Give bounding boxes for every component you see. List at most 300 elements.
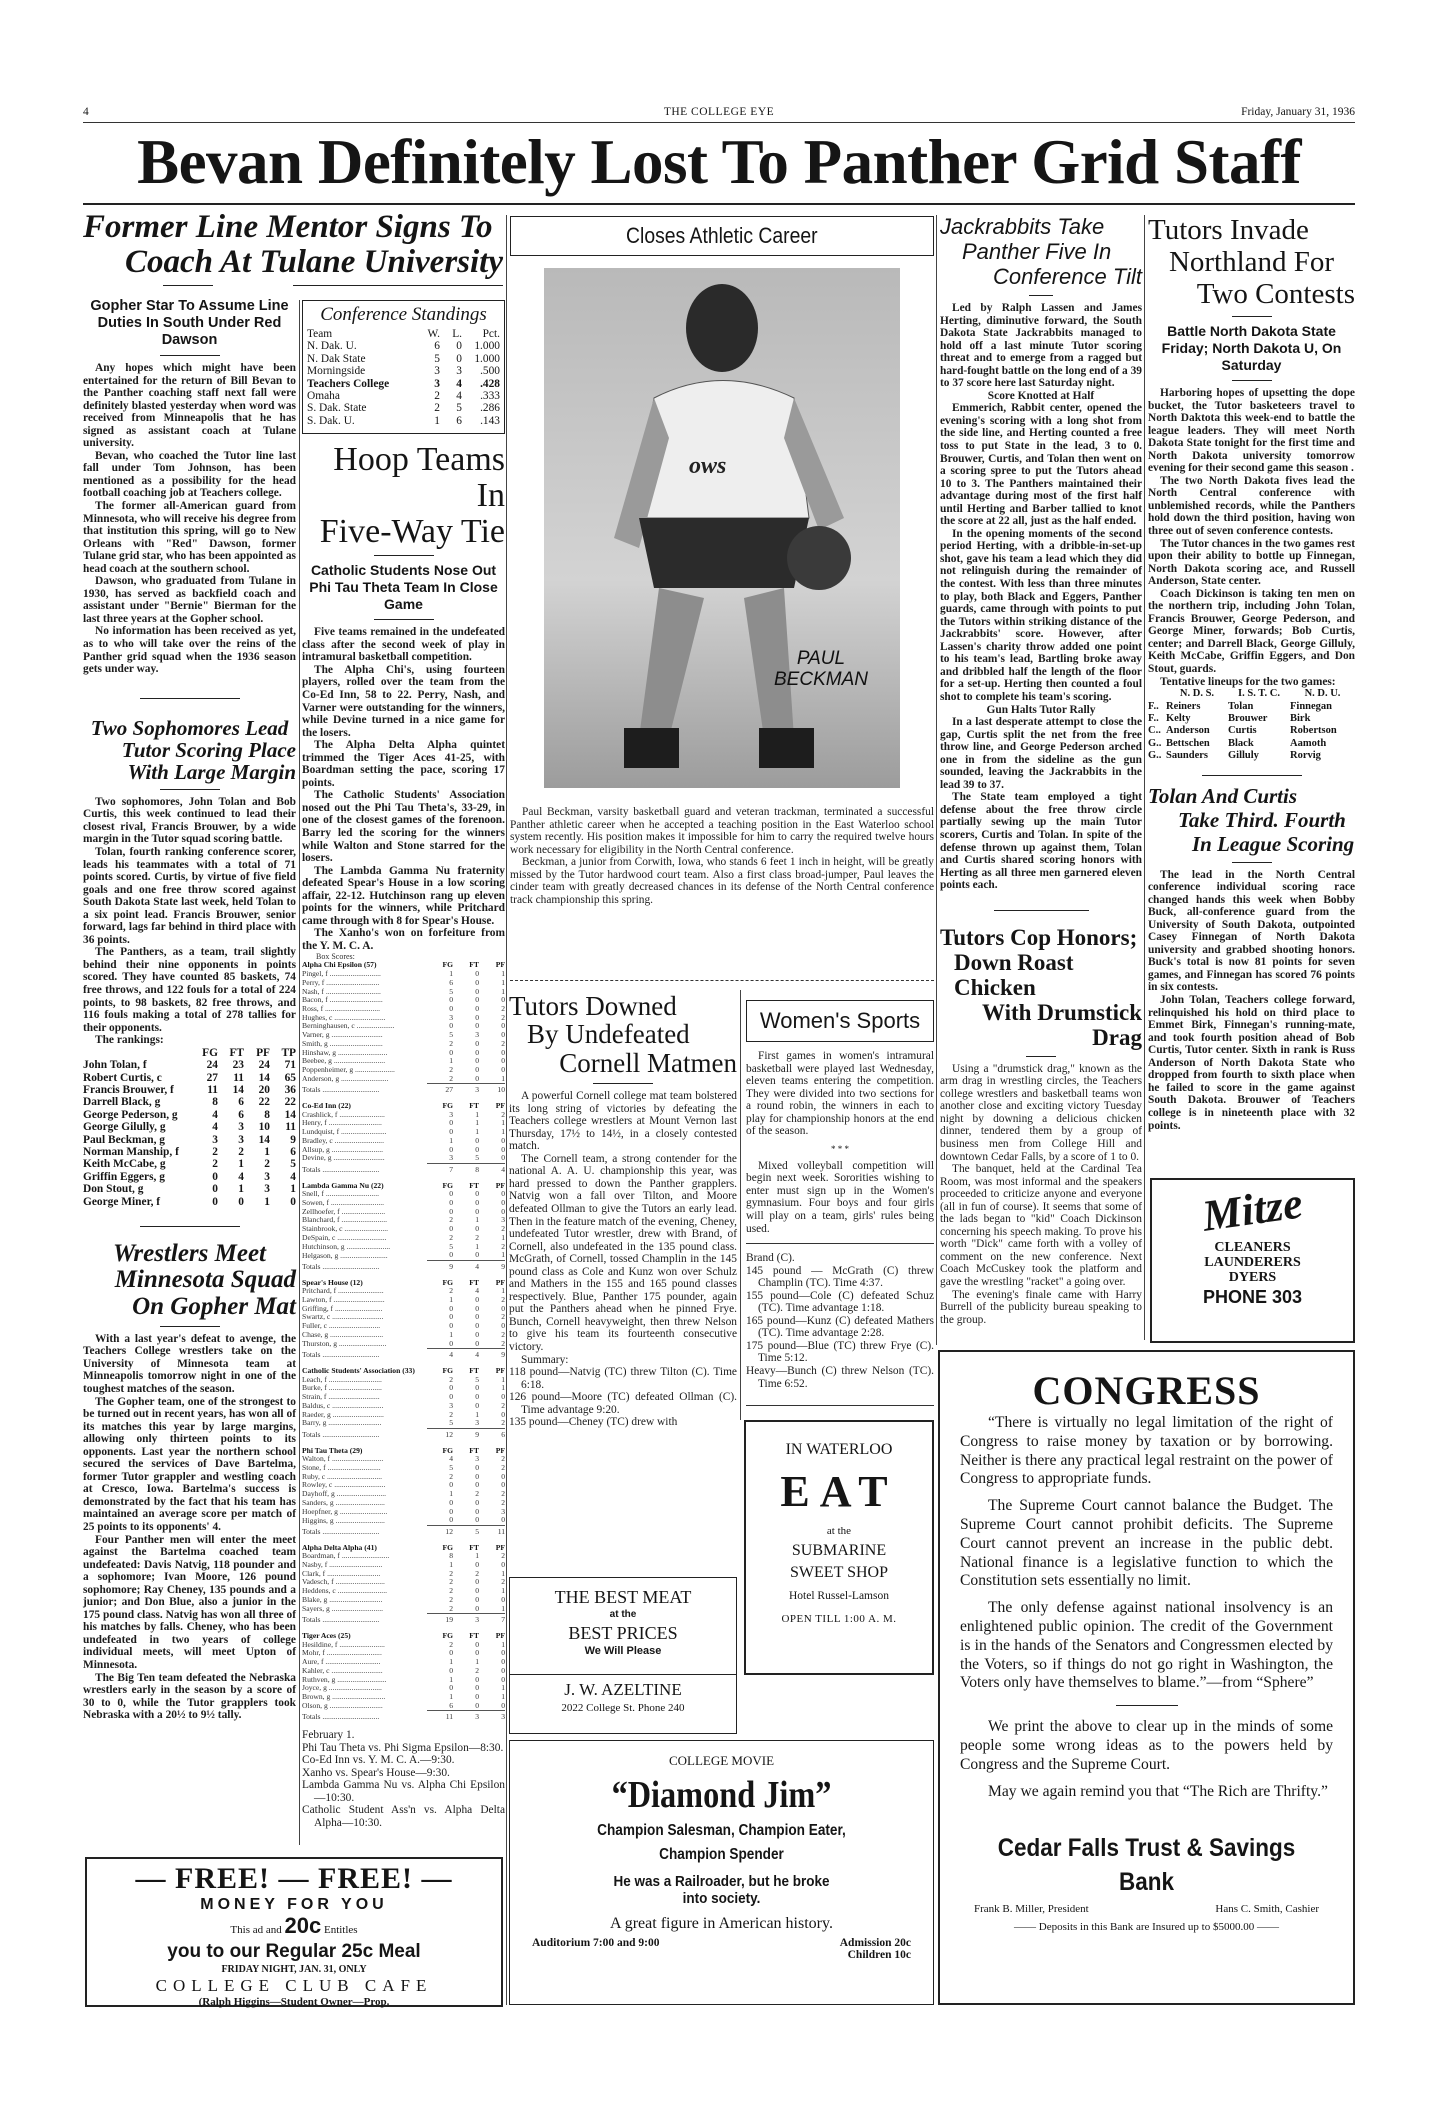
paragraph: The Lambda Gamma Nu fraternity defeated Spear's House in a low scoring affair, 22-12. Hutchinson rang up eleven points for the winners, while Pritchard came through with 8 for Spear's House. [302,864,505,927]
box-score-table [302,1182,505,1275]
ad-line: CLEANERS [1214,1240,1291,1255]
table-cell: Kahler, c ........................... [302,1665,383,1675]
table-cell: 0 [475,1064,479,1074]
table-cell: Helgason, g ......................... [302,1250,388,1260]
table-cell: Crashlick, f ........................ [302,1109,385,1119]
table-cell: 9 [479,1260,505,1274]
schedule-item: Catholic Student Ass'n vs. Alpha Delta Alpha—10:30. [302,1804,505,1829]
table-cell: 3 [238,1133,244,1146]
table-cell: 2 [434,389,440,402]
paragraph: The Alpha Delta Alpha quintet trimmed the Tiger Aces 41-25, with Boardman setting the pace, scoring 17 points. [302,739,505,789]
paper-name: THE COLLEGE EYE [663,106,775,118]
table-cell: 0 [449,1506,453,1516]
table-cell: 6 [238,1108,244,1121]
lineup-row [1148,750,1355,762]
table-cell: 11 [427,1711,453,1725]
table-cell: 0 [475,1586,479,1596]
table-cell: 0 [475,1038,479,1048]
schedule-item: Lambda Gamma Nu vs. Alpha Chi Epsilon—10:30. [302,1779,505,1804]
paragraph: The evening's finale came with Harry Burrell of the publicity bureau speaking to the group. [940,1288,1142,1326]
box-score-table [302,1544,505,1628]
table-cell: Devine, g ........................... [302,1153,385,1163]
table-cell: 2 [501,1551,505,1561]
table-cell: .428 [480,377,500,390]
box-score-table [302,961,505,1098]
table-cell: 0 [501,1303,505,1313]
table-cell: 6 [434,340,440,353]
headline-line: Tutors Cop Honors; [940,924,1138,950]
table-cell: Bradley, c .......................... [302,1135,384,1145]
table-cell: FT [469,960,479,970]
table-cell: 11 [285,1121,296,1134]
table-cell: Alpha Delta Alpha (41) [302,1542,377,1552]
table-cell: N. D. S. [1179,688,1215,700]
table-cell: 0 [449,1515,453,1525]
table-cell: Swartz, c ........................... [302,1312,384,1322]
paragraph: A powerful Cornell college mat team bolstered its long string of victories by defeating the Teachers college wrestlers at Mount Vernon last Thursday, 17½ to 14½, in a closely contested match. [509,1090,737,1153]
table-cell: 1 [290,1183,296,1196]
table-cell: 19 [427,1614,453,1628]
paragraph: The Alpha Chi's, using fourteen players, rolled over the team from the Co-Ed Inn, 58 to 22. Perry, Nash, and Varner were outstanding for the winners, while Devine turned in a nice game for the losers. [302,663,505,739]
photo-title: Closes Athletic Career [626,223,818,248]
table-cell: 0 [475,1338,479,1348]
table-cell: Anderson [1166,725,1210,737]
table-cell: Nasby, f ............................ [302,1560,383,1570]
table-cell: FG [442,1542,453,1552]
table-cell: 24 [206,1059,218,1072]
table-cell: Paul Beckman, g [83,1133,165,1146]
congress-note [960,1718,1333,1801]
table-cell: 2 [449,1594,453,1604]
photo-title-box [510,216,934,256]
table-cell: Vadesch, f .......................... [302,1577,385,1587]
table-cell: PF [495,1101,505,1111]
table-cell: Rowley, c ........................... [302,1480,386,1490]
table-cell: 0 [475,1560,479,1570]
table-cell: 2 [501,1224,505,1234]
meat-ad-address [509,1674,737,1734]
table-cell: Reiners [1166,700,1201,712]
table-cell: 14 [258,1133,270,1146]
match-summary [509,1366,737,1429]
ad-line: FRIDAY NIGHT, JAN. 31, ONLY [221,1964,367,1975]
table-cell: 0 [475,1321,479,1331]
conference-standings-box [302,300,505,434]
table-cell: 4 [290,1170,296,1183]
table-cell: 3 [501,1215,505,1225]
box-score-table [302,1447,505,1540]
table-cell: 1 [501,1374,505,1384]
table-cell: Morningside [307,365,366,378]
paragraph: Tentative lineups for the two games: [1160,675,1336,688]
headline-line: Hoop Teams In [333,441,505,514]
table-cell: 2 [238,1146,244,1158]
paragraph: 175 pound—Blue (TC) threw Frye (C). Time 5:12. [746,1339,934,1365]
paragraph: Dawson, who graduated from Tulane in 1930, has served as backfield coach and assistant under "Bernie" Bierman for the last three years at the Gopher school. [83,575,296,625]
headline-line: Tutors Invade [1148,214,1309,246]
standings-row [307,353,500,365]
table-cell: 0 [475,1295,479,1305]
paragraph: With a last year's defeat to avenge, the Teachers College wrestlers take on the University of Minnesota team at Minneapolis tomorrow night in one of the toughest matches of the season. [83,1332,296,1395]
table-cell: Anderson, g ......................... [302,1073,389,1083]
article-body [1148,869,1355,1132]
table-cell: FT [469,1630,479,1640]
article-body [509,1090,737,1366]
table-cell: 0 [501,995,505,1005]
table-cell: 2 [449,1409,453,1419]
table-cell: Walton, f ........................... [302,1454,384,1464]
table-cell: Stone, f ............................ [302,1463,381,1473]
paragraph: John Tolan, Teachers college forward, relinquished his hold on third place to Emmet Birk, Finnegan's running-mate, and took fourth position ahead of Bob Curtis, Tutor center. Sixth in rank is Russ Anderson of North Dakota State who dropped from fourth to sixth place when he failed to score in the game against South Dakota. Brouwer of Teachers college is in nineteenth place with 32 points. [1148,994,1355,1132]
beckman-photo [544,268,900,788]
box-score-player [302,1605,505,1614]
chicken-headline [940,925,1142,1050]
table-cell: 4 [475,1286,479,1296]
paragraph: Using a "drumstick drag," known as the arm drag in wrestling circles, the Teachers college wrestlers and basketball teams won another close and exciting victory Tuesday night by downing a delicious chicken dinner, tendered them by a group of business men from College Hill and downtown Cedar Falls, by a score of 1 to 0. [940,1062,1142,1163]
table-cell: 1.000 [474,352,500,365]
table-cell: 0 [501,1153,505,1163]
table-cell: George Miner, f [83,1195,161,1208]
paragraph: “There is virtually no legal limitation of the right of Congress to raise money by taxation or by borrowing. Neither is there any practical legal restraint on the power of Congress to appropriate funds. [960,1414,1333,1488]
table-cell: 0 [501,1206,505,1216]
table-cell: 2 [501,1038,505,1048]
ad-line: Champion Salesman, Champion Eater, [597,1822,846,1839]
table-cell: I. S. T. C. [1238,688,1280,700]
headline-line: Cornell Matmen [559,1047,737,1078]
table-cell: Hesildine, f ........................ [302,1639,385,1649]
table-cell: 1 [238,1158,244,1171]
jackrabbits-story [940,214,1142,1326]
table-cell: 1 [449,1691,453,1701]
table-cell: 5 [456,402,462,415]
table-cell: .500 [480,365,500,378]
table-cell: 2 [212,1158,218,1171]
standings-row [307,390,500,402]
table-cell: Hutchinson, g ....................... [302,1241,391,1251]
ranking-row [83,1158,296,1170]
ad-line: This ad and [230,1924,282,1936]
table-cell: 3 [449,1153,453,1163]
table-cell: 2 [449,1064,453,1074]
table-cell: Hoepfner, g ......................... [302,1506,388,1516]
table-cell: 9 [427,1260,453,1274]
article-body [83,1333,296,1722]
table-cell: 0 [501,1392,505,1402]
bevan-headline [83,210,503,286]
paragraph: The rankings: [95,1034,164,1047]
ad-line: LAUNDERERS [1204,1255,1301,1270]
table-cell: G.. [1148,750,1162,762]
movie-ad [509,1740,934,2005]
table-cell: FT [469,1101,479,1111]
standings-row [307,340,500,352]
jackrabbits-headline [940,214,1142,289]
paragraph: 135 pound—Cheney (TC) drew with [509,1416,678,1429]
table-cell: FG [442,1101,453,1111]
photo-caption [510,806,934,906]
table-cell: 0 [501,1135,505,1145]
table-cell: 1 [475,1215,479,1225]
table-cell: 0 [475,995,479,1005]
table-cell: Blanchard, f ........................ [302,1215,387,1225]
table-cell: 0 [475,1506,479,1516]
table-cell: Higgins, g .......................... [302,1515,385,1525]
table-cell: 0 [475,1012,479,1022]
table-cell: 8 [449,1551,453,1561]
separator: * * * [831,1143,849,1154]
table-cell: 5 [449,1241,453,1251]
table-cell: 0 [475,1603,479,1613]
bank-insured-note: Deposits in this Bank are Insured up to $5000.00 [1038,1921,1255,1934]
table-cell: 5 [449,986,453,996]
table-cell: Allsup, g ........................... [302,1144,384,1154]
free-meal-ad [85,1857,503,2007]
womens-sports-title: Women's Sports [746,1000,934,1042]
paragraph: Bevan, who coached the Tutor line last fall under Tom Johnson, has been mentioned as a possibility for the head football coaching job at Teachers college. [83,449,296,500]
subhead: Gopher Star To Assume Line Duties In South Under Red Dawson [90,298,289,348]
table-cell: 2 [449,1374,453,1384]
table-cell: 1 [264,1146,270,1158]
table-cell: 6 [238,1096,244,1109]
table-cell: 0 [501,1560,505,1570]
ad-line: Hotel Russel-Lamson [789,1590,889,1602]
table-cell: 2 [501,1463,505,1473]
table-cell: 1 [475,1551,479,1561]
table-cell: 3 [501,1506,505,1516]
tolan-headline [1148,784,1355,856]
womens-sports [746,1000,934,1390]
table-cell: 2 [501,1489,505,1499]
table-cell: 4 [479,1163,505,1177]
table-cell: 6 [449,977,453,987]
table-cell: 0 [449,1144,453,1154]
table-cell: 0 [449,1497,453,1507]
svg-text:ows: ows [689,453,727,479]
table-cell: Beebee, g ........................... [302,1056,386,1066]
paragraph: Harboring hopes of upsetting the dope bucket, the Tutor basketeers travel to North Daktota this week-end to battle the league leaders. They will meet North Dakota State tonight for the first time and North Dakota university tomorrow evening for their second game this season . [1148,387,1355,475]
table-cell: S. Dak. U. [307,414,355,427]
table-cell: PF [495,1542,505,1552]
article-body [746,1160,934,1235]
table-cell: Norman Manship, f [83,1146,179,1158]
article-body [83,362,296,676]
paragraph: The banquet, held at the Cardinal Tea Room, was most informal and the speakers proceeded to criticize anyone and everyone (all in fun of course). It seems that some of the lads began to "kid" Coach Dickinson concerning his speech making. To prove his worth "Dick" came forth with a volley of comment on the new conference. Next Coach McCuskey took the platform and gave the wrestling "racket" a going over. [940,1163,1142,1288]
table-cell: 0 [475,1648,479,1658]
standings-row [307,365,500,377]
table-cell: 0 [501,1030,505,1040]
cornell-story [509,992,737,1429]
table-cell: 0 [449,1021,453,1031]
table-cell: 14 [284,1108,296,1121]
table-cell: Alpha Chi Epsilon (57) [302,960,377,970]
table-cell: Totals .............................. [302,1712,380,1722]
table-cell: 3 [212,1133,218,1146]
table-cell: 3 [264,1183,270,1196]
table-cell: 3 [449,1012,453,1022]
table-cell: 2 [501,1012,505,1022]
table-cell: 3 [434,365,440,378]
headline-line: Panther Five In [962,239,1112,264]
table-cell: 0 [212,1195,218,1208]
table-cell: PF [495,1445,505,1455]
table-cell: 2 [449,1568,453,1578]
standings-header [307,328,500,340]
table-cell: 1 [501,977,505,987]
schedule [302,1729,505,1829]
table-cell: PF [495,1180,505,1190]
table-cell: DeSpain, c .......................... [302,1232,387,1242]
table-cell: 3 [434,377,440,390]
ad-line: at the [609,1609,637,1620]
table-cell: Barry, g ............................ [302,1418,382,1428]
paragraph: The two North Dakota fives lead the North Central conference with unblemished records, while the Panthers hold down the third position, having won three out of seven conference contests. [1148,474,1355,538]
table-cell: John Tolan, f [83,1059,147,1072]
table-cell: 1 [501,1603,505,1613]
box-score-totals [302,1711,505,1725]
table-cell: 1 [501,986,505,996]
table-cell: 6 [479,1428,505,1442]
table-cell: Griffing, f ......................... [302,1303,383,1313]
subhead: Catholic Students Nose Out Phi Tau Theta Team In Close Game [309,562,498,613]
table-cell: Kelty [1166,712,1191,724]
box-score-totals [302,1163,505,1177]
ad-line: (Ralph Higgins—Student Owner—Prop. [198,1996,390,2008]
table-cell: 2 [501,1109,505,1119]
table-cell: 6 [290,1146,296,1158]
table-cell: 0 [449,1250,453,1260]
paragraph: Led by Ralph Lassen and James Herting, diminutive forward, the South Dakota State Jackrabbits managed to hold off a last minute Tutor scoring threat and to emerge from a ragged but hard-fought battle on the long end of a 39 to 37 score here last Saturday night. [940,302,1142,390]
table-cell: 1 [475,1409,479,1419]
box-score-totals [302,1428,505,1442]
sophs-headline [83,717,296,783]
table-cell: 0 [475,1144,479,1154]
paragraph: 165 pound—Kunz (C) defeated Mathers (TC). Time advantage 2:28. [746,1314,934,1340]
box-score-totals [302,1614,505,1628]
table-cell: 0 [449,1338,453,1348]
table-cell: 2 [449,1471,453,1481]
table-cell: 0 [475,1073,479,1083]
article-body [1148,387,1355,688]
table-cell: Ruthven, g .......................... [302,1674,387,1684]
table-cell: Poppenheimer, g ..................... [302,1064,395,1074]
bank-cashier: Hans C. Smith, Cashier [1215,1903,1319,1916]
table-cell: 5 [434,352,440,365]
headline-line: Minnesota Squad [114,1266,296,1294]
headline-line: Tolan And Curtis [1148,783,1298,808]
congress-text [960,1414,1333,1693]
table-cell: 6 [449,1700,453,1710]
table-cell: 2 [501,1400,505,1410]
table-cell: 0 [475,1329,479,1339]
ranking-row [83,1121,296,1133]
table-cell: 8 [264,1108,270,1121]
table-cell: 0 [475,1594,479,1604]
table-cell: 1 [501,1639,505,1649]
table-cell: PF [256,1046,270,1059]
table-cell: 0 [501,1064,505,1074]
ranking-row [83,1146,296,1158]
table-cell: Totals .............................. [302,1164,380,1174]
box-score-player [302,1251,505,1260]
table-cell: 0 [475,1683,479,1693]
table-cell: 8 [453,1163,479,1177]
table-cell: 0 [475,1021,479,1031]
table-cell: Leach, f ............................ [302,1374,382,1384]
table-cell: 0 [475,1639,479,1649]
rankings-header [83,1047,296,1059]
ranking-row [83,1109,296,1121]
table-cell: 3 [449,1109,453,1119]
table-cell: Catholic Students' Association (33) [302,1366,415,1375]
table-cell: N. Dak State [307,352,366,365]
ad-line: SWEET SHOP [790,1564,888,1581]
table-cell: Team [307,327,333,340]
paragraph: Emmerich, Rabbit center, opened the evening's scoring with a long shot from the side line, and Herting counted a free toss to put State in the lead, 3 to 0. Brouwer, Curtis, and Tolan then went on a scoring spree to put the Tutors ahead 10 to 3. The Panthers maintained their advantage during most of the first half until Herting and Barber tallied to knot the score at 22 all, just as the half ended. [940,402,1142,528]
photo-label-line: PAUL [796,648,846,669]
headline-line: Coach At Tulane University [125,243,503,280]
lineup-header [1148,688,1355,700]
table-cell: George Pederson, g [83,1108,178,1121]
table-cell: Tiger Aces (25) [302,1630,351,1640]
match-summary-continued [746,1252,934,1390]
table-cell: FG [442,960,453,970]
table-cell: Rorvig [1290,750,1321,762]
table-cell: Totals .............................. [302,1085,380,1095]
table-cell: 0 [475,1700,479,1710]
table-cell: FG [442,1630,453,1640]
table-cell: 0 [290,1195,296,1208]
scoring-rankings-table [83,1047,296,1208]
paragraph: The Supreme Court cannot balance the Budget. The Supreme Court cannot prohibit deficits. The Supreme Court cannot prevent an increase in the public debt. National finance is a legislative function to which the Constitution sets essentially no limit. [960,1497,1333,1590]
invade-headline [1148,214,1355,310]
table-cell: Burke, f ............................ [302,1383,382,1393]
table-cell: FT [469,1542,479,1552]
table-cell: 0 [501,1056,505,1066]
table-cell: Dayhoff, g .......................... [302,1489,387,1499]
table-cell: 0 [449,1321,453,1331]
table-cell: 2 [449,1603,453,1613]
ranking-row [83,1096,296,1108]
table-cell: Birk [1290,712,1311,724]
table-cell: Robert Curtis, c [83,1071,162,1084]
headline-line: In League Scoring [1192,831,1355,856]
movie-children-price: Children 10c [847,1949,911,1961]
lineup-row [1148,713,1355,725]
table-cell: Varner, g ........................... [302,1030,383,1040]
table-cell: Snell, f ............................ [302,1189,379,1199]
table-cell: 0 [475,1577,479,1587]
ad-line: Champion Spender [659,1846,784,1863]
headline-line: Tutors Downed [509,991,677,1021]
ad-line: MONEY FOR YOU [200,1896,388,1913]
movie-title: “Diamond Jim” [611,1774,832,1816]
table-cell: 1 [449,969,453,979]
box-score-totals [302,1260,505,1274]
table-cell: 3 [479,1711,505,1725]
table-cell: FG [442,1180,453,1190]
player-silhouette-icon [544,268,900,788]
ad-line: He was a Railroader, but he broke into society. [613,1873,830,1907]
paragraph: First games in women's intramural basketball were played last Wednesday, eleven teams entering the competition. They were divided into two sections for a round robin, the winners in each to play for championship honors at the end of the season. [746,1050,934,1138]
table-cell: 0 [212,1170,218,1183]
table-cell: PF [495,1366,505,1375]
table-cell: Brown, g ............................ [302,1691,386,1701]
table-cell: Chase, g ............................ [302,1329,384,1339]
free-title: — FREE! — FREE! — [135,1862,453,1895]
headline-line: Two Contests [1196,278,1355,310]
table-cell: 0 [449,1224,453,1234]
table-cell: 9 [479,1349,505,1363]
